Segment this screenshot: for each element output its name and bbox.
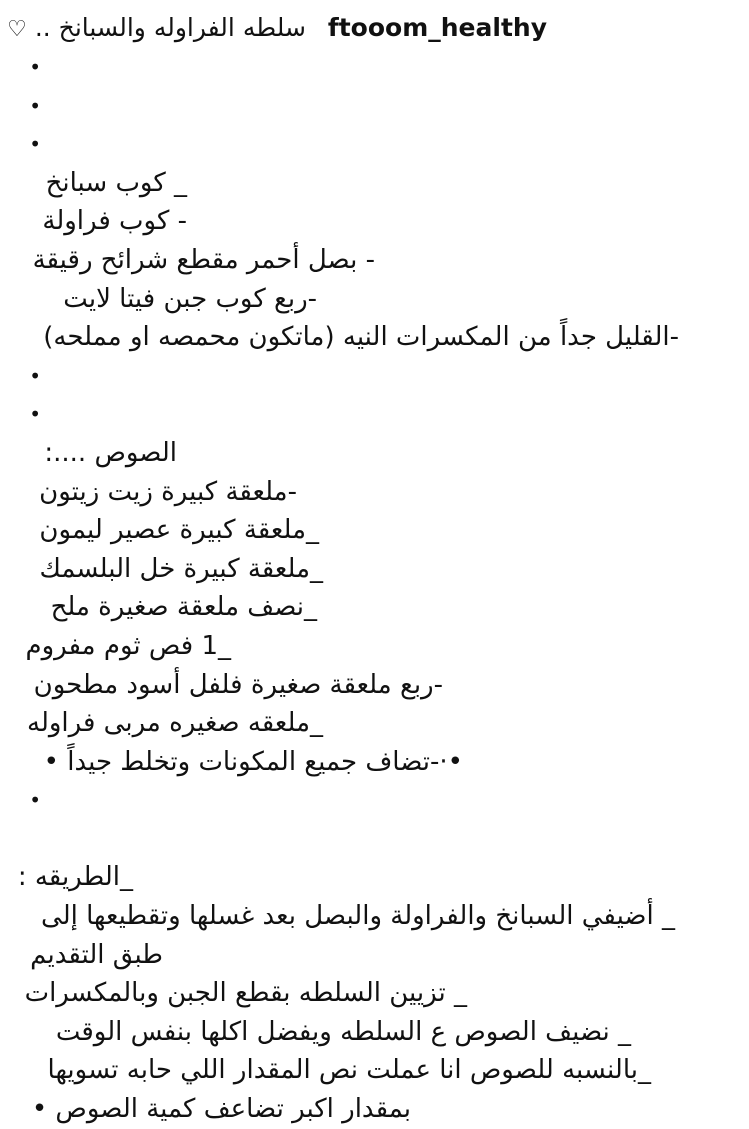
caption-line: _ تزيين السلطه بقطع الجبن وبالمكسرات (24, 978, 467, 1009)
caption-line: طبق التقديم (30, 939, 163, 970)
bullet-line: • (29, 363, 41, 388)
caption-line: - بصل أحمر مقطع شرائح رقيقة (32, 244, 375, 275)
bullet-line: • (29, 788, 41, 813)
caption-line: -ملعقة كبيرة زيت زيتون (39, 476, 297, 507)
bullet-line: • (29, 55, 41, 79)
caption-header (0, 8, 547, 48)
caption-line: _نصف ملعقة صغيرة ملح (50, 592, 317, 623)
bullet-line: • (29, 402, 41, 427)
caption-line: -ربع ملعقة صغيرة فلفل أسود مطحون (33, 669, 443, 700)
caption-line: _الطريقه : (17, 862, 133, 893)
caption-line: الصوص ....: (44, 437, 177, 468)
caption-line: -ربع كوب جبن فيتا لايت (63, 283, 317, 314)
bullet-line: • (29, 132, 41, 157)
caption-line: _بالنسبه للصوص انا عملت نص المقدار اللي حابه تسويها (47, 1055, 651, 1086)
caption-line: - كوب فراولة (42, 206, 187, 237)
caption-line: _ملعقة كبيرة عصير ليمون (39, 515, 319, 546)
username-link[interactable]: ftooom_healthy (327, 13, 547, 42)
caption-line: _ كوب سبانخ (45, 167, 187, 198)
caption-line: _ملعقة كبيرة خل البلسمك (39, 553, 323, 584)
caption-line: •·-تضاف جميع المكونات وتخلط جيداً • (43, 746, 463, 777)
caption-line: بمقدار اكبر تضاعف كمية الصوص • (31, 1094, 411, 1125)
caption-line: -القليل جداً من المكسرات النيه (ماتكون محمصه او مملحه) (43, 322, 679, 353)
caption-line: _ نضيف الصوص ع السلطه ويفضل اكلها بنفس الوقت (55, 1016, 631, 1047)
caption-line: _ملعقه صغيره مربى فراوله (27, 708, 323, 739)
heart-outline-icon: ♡ (7, 17, 27, 42)
blank-line (0, 820, 749, 859)
post-title: سلطه الفراوله والسبانخ .. (34, 13, 306, 42)
caption-body (0, 48, 749, 1129)
caption-line: _ أضيفي السبانخ والفراولة والبصل بعد غسلها وتقطيعها إلى (41, 901, 675, 932)
bullet-line: • (29, 93, 41, 118)
caption-line: _1 فص ثوم مفروم (25, 630, 231, 661)
